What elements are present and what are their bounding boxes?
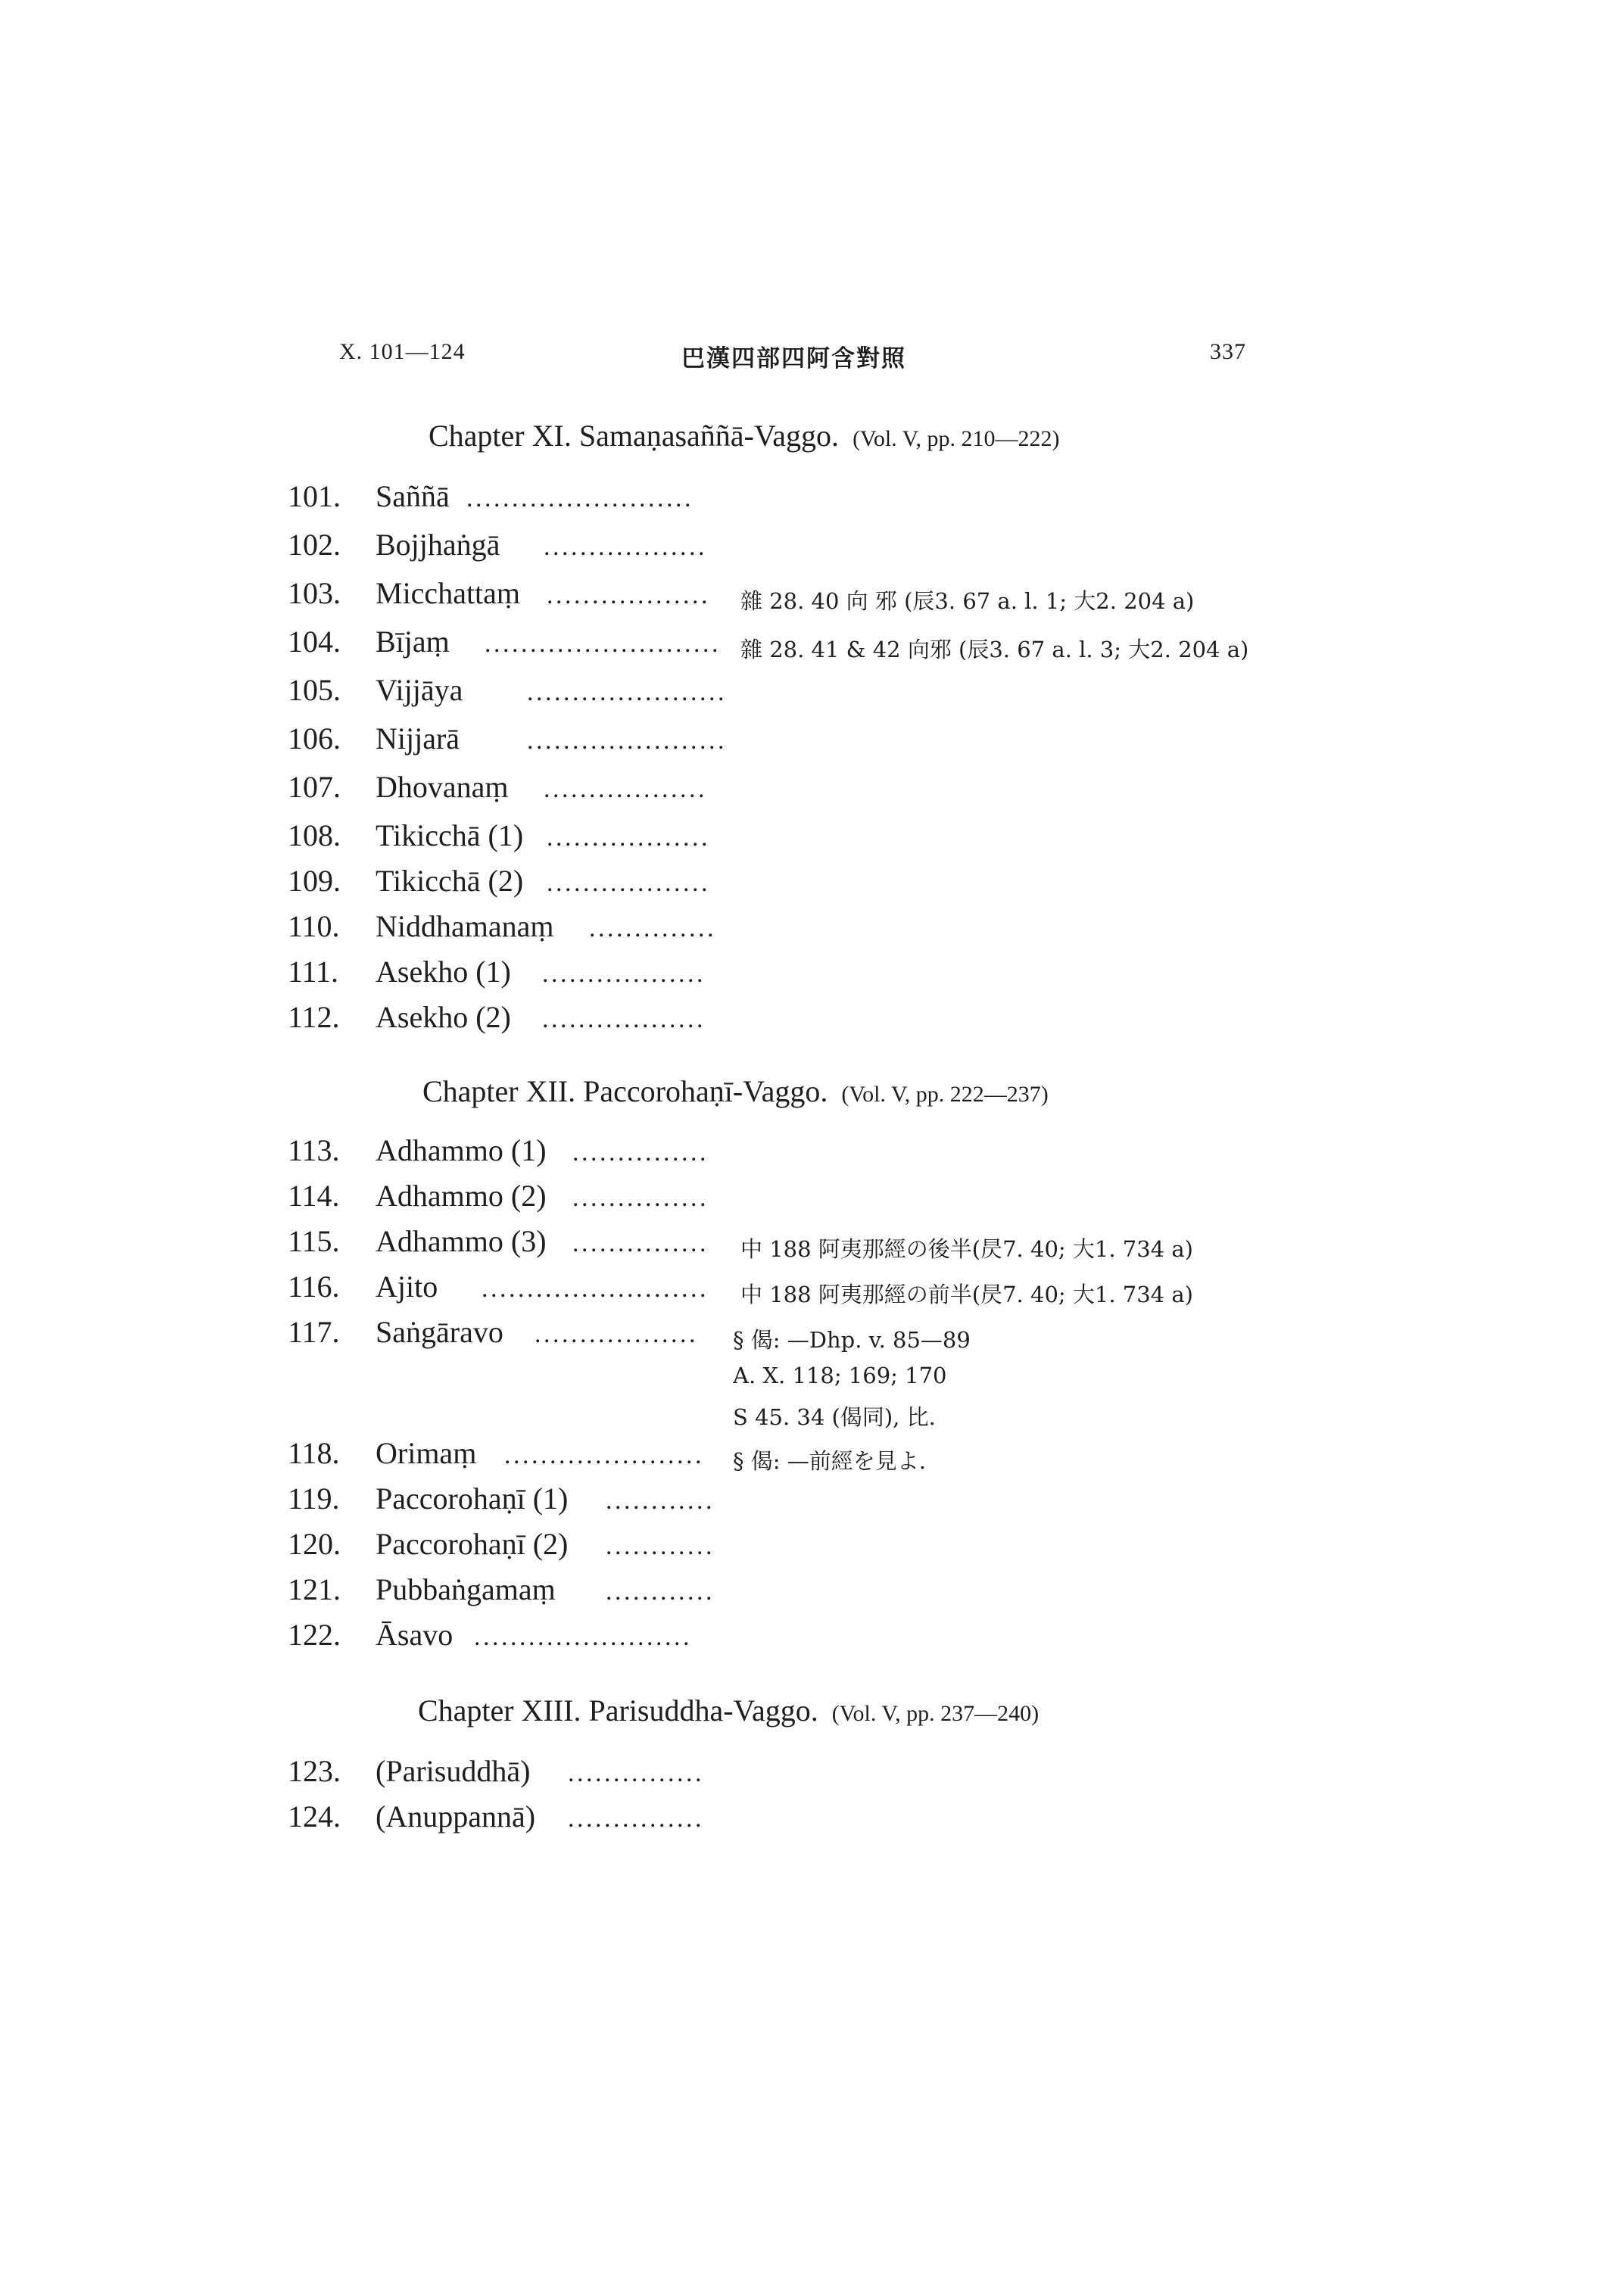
sutta-number: 107.: [288, 770, 341, 804]
sutta-entry: [0, 1314, 1624, 1360]
sutta-number: 110.: [288, 909, 340, 943]
leader-dots: ..................: [547, 869, 710, 897]
sutta-entry: [0, 1753, 1624, 1799]
header-page-number: 337: [1210, 339, 1246, 364]
sutta-entry: [0, 672, 1624, 718]
leader-dots: ...............: [568, 1805, 704, 1833]
leader-dots: ......................: [504, 1441, 704, 1469]
sutta-number: 113.: [288, 1133, 340, 1167]
leader-dots: ......................: [527, 678, 727, 706]
leader-dots: .........................: [466, 484, 694, 512]
chapter-title: Chapter XII. Paccorohaṇī-Vaggo.: [422, 1074, 828, 1108]
sutta-number: 117.: [288, 1315, 340, 1349]
sutta-number: 116.: [288, 1270, 340, 1304]
sutta-number: 104.: [288, 625, 341, 659]
sutta-entry: [0, 863, 1624, 908]
sutta-title: Asekho (1): [376, 955, 511, 989]
leader-dots: ..................: [535, 1320, 698, 1348]
sutta-title: Āsavo: [376, 1618, 454, 1652]
sutta-title: Bojjhaṅgā: [376, 528, 500, 562]
leader-dots: .........................: [482, 1275, 709, 1303]
sutta-title: Tikicchā (1): [376, 818, 524, 852]
agama-parallel-note: 雜 28. 41 & 42 向邪 (辰3. 67 a. l. 3; 大2. 204 a): [740, 637, 1249, 662]
leader-dots: ............: [606, 1532, 715, 1560]
sutta-title: Tikicchā (2): [376, 864, 524, 898]
leader-dots: ............: [606, 1578, 715, 1606]
leader-dots: ..................: [542, 1005, 706, 1033]
sutta-title: Orimaṃ: [376, 1436, 477, 1470]
sutta-title: Asekho (2): [376, 1000, 511, 1034]
sutta-number: 119.: [288, 1481, 340, 1516]
sutta-entry: [0, 721, 1624, 766]
sutta-number: 102.: [288, 528, 341, 562]
sutta-title: Bījaṃ: [376, 625, 450, 659]
sutta-title: Pubbaṅgamaṃ: [376, 1572, 556, 1606]
chapter-heading-xiii: [418, 1693, 1039, 1728]
header-section-range: X. 101—124: [339, 339, 466, 364]
parallel-note-continuation: A. X. 118; 169; 170: [733, 1363, 947, 1388]
sutta-entry: [0, 575, 1624, 621]
sutta-entry: [0, 1223, 1624, 1269]
agama-parallel-note: 雜 28. 40 向 邪 (辰3. 67 a. l. 1; 大2. 204 a): [740, 588, 1195, 614]
sutta-title: Dhovanaṃ: [376, 770, 509, 804]
leader-dots: ..........................: [485, 630, 721, 658]
sutta-entry: [0, 624, 1624, 669]
leader-dots: ..............: [589, 914, 716, 942]
sutta-title: Paccorohaṇī (1): [376, 1481, 569, 1516]
sutta-title: Adhammo (1): [376, 1133, 547, 1167]
sutta-title: Saññā: [376, 479, 450, 513]
sutta-entry: [0, 954, 1624, 999]
sutta-number: 112.: [288, 1000, 340, 1034]
sutta-number: 122.: [288, 1618, 341, 1652]
sutta-entry: [0, 527, 1624, 572]
leader-dots: ..................: [542, 960, 706, 988]
sutta-number: 101.: [288, 479, 341, 513]
sutta-title: (Anuppannā): [376, 1799, 536, 1833]
sutta-number: 123.: [288, 1754, 341, 1788]
sutta-number: 124.: [288, 1799, 341, 1833]
leader-dots: ..................: [547, 824, 710, 852]
sutta-title: Ajito: [376, 1270, 438, 1304]
leader-dots: ............: [606, 1487, 715, 1515]
leader-dots: ........................: [474, 1623, 692, 1651]
sutta-number: 118.: [288, 1436, 340, 1470]
chapter-heading-xii: [422, 1073, 1049, 1109]
chapter-volume-reference: (Vol. V, pp. 222—237): [841, 1082, 1049, 1107]
sutta-number: 115.: [288, 1224, 340, 1258]
sutta-number: 111.: [288, 955, 339, 989]
leader-dots: ...............: [568, 1759, 704, 1787]
sutta-entry: [0, 769, 1624, 815]
sutta-entry: [0, 1799, 1624, 1844]
sutta-entry: [0, 908, 1624, 954]
sutta-title: Vijjāya: [376, 673, 463, 707]
sutta-entry: [0, 1178, 1624, 1223]
header-book-title: 巴漢四部四阿含對照: [681, 345, 906, 372]
sutta-title: Micchattaṃ: [376, 576, 521, 610]
leader-dots: ...............: [572, 1229, 709, 1257]
sutta-entry: [0, 1617, 1624, 1662]
parallel-note-continuation: S 45. 34 (偈同), 比.: [733, 1404, 936, 1430]
leader-dots: ...............: [572, 1184, 709, 1212]
sutta-title: Saṅgāravo: [376, 1315, 503, 1349]
sutta-title: Paccorohaṇī (2): [376, 1527, 569, 1561]
sutta-entry: [0, 1269, 1624, 1314]
sutta-title: (Parisuddhā): [376, 1754, 531, 1788]
sutta-entry: [0, 1526, 1624, 1572]
sutta-entry: [0, 478, 1624, 524]
sutta-title: Adhammo (3): [376, 1224, 547, 1258]
sutta-entry: [0, 818, 1624, 863]
sutta-number: 109.: [288, 864, 341, 898]
chapter-volume-reference: (Vol. V, pp. 210—222): [853, 426, 1060, 451]
sutta-entry: [0, 1481, 1624, 1526]
leader-dots: ..................: [544, 533, 707, 561]
sutta-number: 108.: [288, 818, 341, 852]
leader-dots: ......................: [527, 727, 727, 755]
sutta-number: 120.: [288, 1527, 341, 1561]
sutta-entry: [0, 999, 1624, 1045]
sutta-number: 121.: [288, 1572, 341, 1606]
sutta-title: Nijjarā: [376, 721, 460, 756]
sutta-title: Adhammo (2): [376, 1179, 547, 1213]
chapter-title: Chapter XI. Samaṇasaññā-Vaggo.: [429, 419, 840, 453]
sutta-entry: [0, 1572, 1624, 1617]
sutta-entry: [0, 1132, 1624, 1178]
agama-parallel-note: § 偈: —前經を見よ.: [733, 1448, 926, 1474]
agama-parallel-note: 中 188 阿夷那經の後半(昃7. 40; 大1. 734 a): [740, 1236, 1193, 1262]
agama-parallel-note: § 偈: —Dhp. v. 85—89: [733, 1327, 971, 1353]
chapter-heading-xi: [429, 418, 1059, 453]
sutta-title: Niddhamanaṃ: [376, 909, 554, 943]
leader-dots: ..................: [544, 775, 707, 803]
chapter-title: Chapter XIII. Parisuddha-Vaggo.: [418, 1693, 818, 1728]
chapter-volume-reference: (Vol. V, pp. 237—240): [831, 1701, 1040, 1726]
leader-dots: ...............: [572, 1139, 709, 1167]
agama-parallel-note: 中 188 阿夷那經の前半(昃7. 40; 大1. 734 a): [740, 1282, 1193, 1307]
sutta-entry: [0, 1435, 1624, 1481]
sutta-number: 114.: [288, 1179, 340, 1213]
sutta-number: 105.: [288, 673, 341, 707]
sutta-number: 106.: [288, 721, 341, 756]
sutta-number: 103.: [288, 576, 341, 610]
leader-dots: ..................: [547, 581, 710, 609]
